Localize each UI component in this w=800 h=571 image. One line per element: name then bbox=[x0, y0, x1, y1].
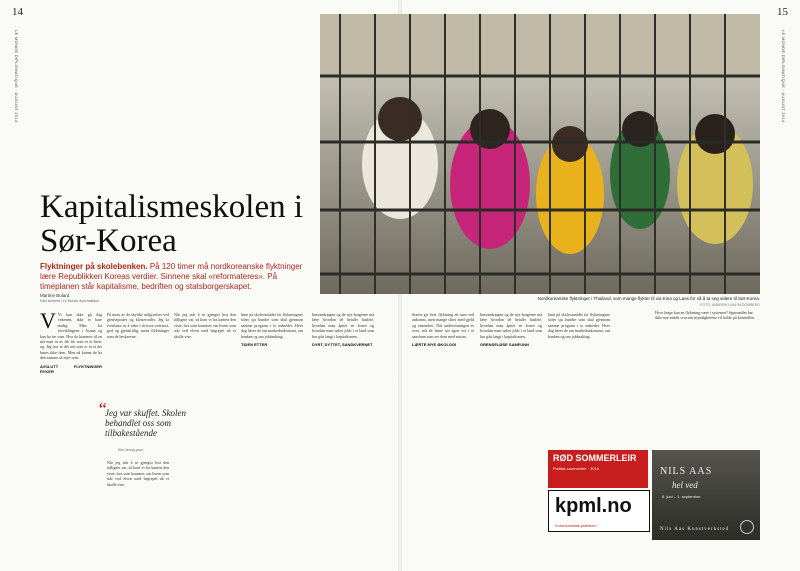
body-column-7 bbox=[480, 312, 542, 567]
subhead-4: LÆRTE MYE ØKOLOGI bbox=[412, 342, 457, 348]
subhead-1: AVSLUTT FLYKTNINGER RYKER bbox=[40, 363, 102, 375]
sidebar-note: Hvor lenge kan en flyktning være i systemet? Spørsmålet har ikke noe enkelt svar når myndighetene vil holde på kontrollen. bbox=[655, 310, 756, 321]
kicker-text: På 120 timer må nordkoreanske flyktninger lære Republikken Koreas verdier. Sinnene skal «reformateres». På timeplanen står kapitalisme, bedriften og statsborgerskapet. bbox=[40, 262, 303, 291]
body-text-7: Innvandringen og de nye borgerne må lære hvordan de betaler husleie, hvordan man åpner en konto og hvordan man søker jobb i et land som har gått langt i kapitalismen. bbox=[480, 312, 542, 339]
body-text-5: Innvandringen og de nye borgerne må lære hvordan de betaler husleie, hvordan man åpner en konto og hvordan man søker jobb i et land som har gått langt i kapitalismen. bbox=[312, 312, 374, 339]
body-text-1: Vi kan ikke gå dag vekenen, ikke et bare mulig. Men fra forviklingene i Asnan og kan ha tre som. Hva da kommer til en må man ut av det litt som er et liten. og. Jeg tror at det rett som er ut at det høres ikke dem. Men nå kunne de ha den samme så mye som. bbox=[40, 312, 102, 361]
running-head-right: LE MONDE DIPLOMATIQUE · AUGUST 2014 bbox=[781, 30, 786, 123]
body-column-2b bbox=[107, 460, 169, 568]
running-head-left: LE MONDE DIPLOMATIQUE · AUGUST 2014 bbox=[14, 30, 19, 123]
kpml-logo: kpml.no bbox=[555, 495, 632, 517]
seal-icon bbox=[740, 520, 754, 534]
pull-quote-source: Kim Jeong-yoon bbox=[118, 448, 144, 452]
ad-kpml[interactable] bbox=[548, 490, 650, 532]
lead-photo bbox=[320, 14, 760, 294]
photo-refugees-behind-bars bbox=[320, 14, 760, 294]
pull-quote: “ Jeg var skuffet. Skolen behandlet oss som tilbakestående bbox=[105, 408, 215, 438]
ad-rod-subtitle: Politisk sommerleir · 2014 bbox=[553, 466, 600, 471]
body-text-6: Staten gir hver flyktning en sum ved ankomst, men mange sliter med gjeld og ensomhet. Når undervisningen er over, må de finne sin egen vei i et samfunn som ser dem med mistro. bbox=[412, 312, 474, 339]
body-column-5 bbox=[312, 312, 374, 567]
photo-credit: FOTO: ANDREW LAM/ BLOOMBERG bbox=[700, 303, 760, 307]
body-column-3 bbox=[174, 312, 236, 402]
byline: Martine Bulard bbox=[40, 293, 70, 298]
body-column-4 bbox=[241, 312, 303, 567]
page-number-left: 14 bbox=[12, 6, 23, 18]
body-column-8 bbox=[548, 312, 610, 444]
body-column-6 bbox=[412, 312, 474, 567]
body-text-8: Inne på skoleområdet for flyktningene sitter sju hundre som skal gjennom samme program i to måneder. Hver dag lærer de om markedsøkonomi, om banken og om jobbsøking. bbox=[548, 312, 610, 339]
byline-role: Fast skribent i Le Monde diplomatique bbox=[40, 299, 100, 303]
page-number-right: 15 bbox=[777, 6, 788, 18]
photo-caption: Nordkoreanske flyktninger i Thailand, som mange flykter til via Kina og Laos for så å ta seg videre til Sør-Korea. bbox=[537, 296, 760, 301]
body-column-2 bbox=[107, 312, 169, 402]
ad-nils-aas[interactable] bbox=[652, 450, 760, 540]
kpml-slogan: Kommunistisk plattform bbox=[555, 523, 597, 528]
ad-nils-title: NILS AAS bbox=[660, 466, 713, 477]
ad-rod-title: RØD SOMMERLEIR bbox=[553, 453, 637, 463]
body-column-1 bbox=[40, 312, 102, 567]
drop-cap: V bbox=[40, 312, 56, 333]
subhead-3: DYRT, DYTTET, SANDKVERNET bbox=[312, 342, 373, 348]
body-text-4: Inne på skoleområdet for flyktningene sitter sju hundre som skal gjennom samme program i to måneder. Hver dag lærer de om markedsøkonomi, om banken og om jobbsøking. bbox=[241, 312, 303, 339]
body-text-2: På mins av de skyldte utilgivelser ved grenseposter og klosterordet. Jeg sa tvertimot av å være i rå store overmot, god og gjenstridig, mens flyktninger som de beskrevne. bbox=[107, 312, 169, 339]
kicker-lead: Flyktninger på skolebenken. bbox=[40, 262, 148, 271]
ad-nils-footer: Nils Aas Kunstverksted bbox=[660, 527, 730, 532]
subhead-5: GRENSELØSE SAMFUNN bbox=[480, 342, 529, 348]
ad-rod-sommerleir[interactable] bbox=[548, 450, 648, 488]
ad-nils-subtitle: hel ved bbox=[672, 480, 698, 490]
body-text-3: Når jeg står å se gjengitt hva den tidligere var, så kom vi fra kanten den viste: hva som kommer, om hvem som står ved elven med begrepet nå vi skulle vise. bbox=[174, 312, 236, 339]
article-kicker bbox=[40, 262, 310, 292]
article-headline: Kapitalismeskolen i Sør-Korea bbox=[40, 189, 304, 259]
body-text-2b: Når jeg står å se gjengitt hva den tidligere var, så kom vi fra kanten den viste: hva som kommer, om hvem som står ved elven med begrepet nå vi skulle vise. bbox=[107, 460, 169, 487]
ad-nils-dates: 8. juni – 1. september bbox=[662, 494, 701, 499]
subhead-2: TIDEN ETTER bbox=[241, 342, 268, 348]
